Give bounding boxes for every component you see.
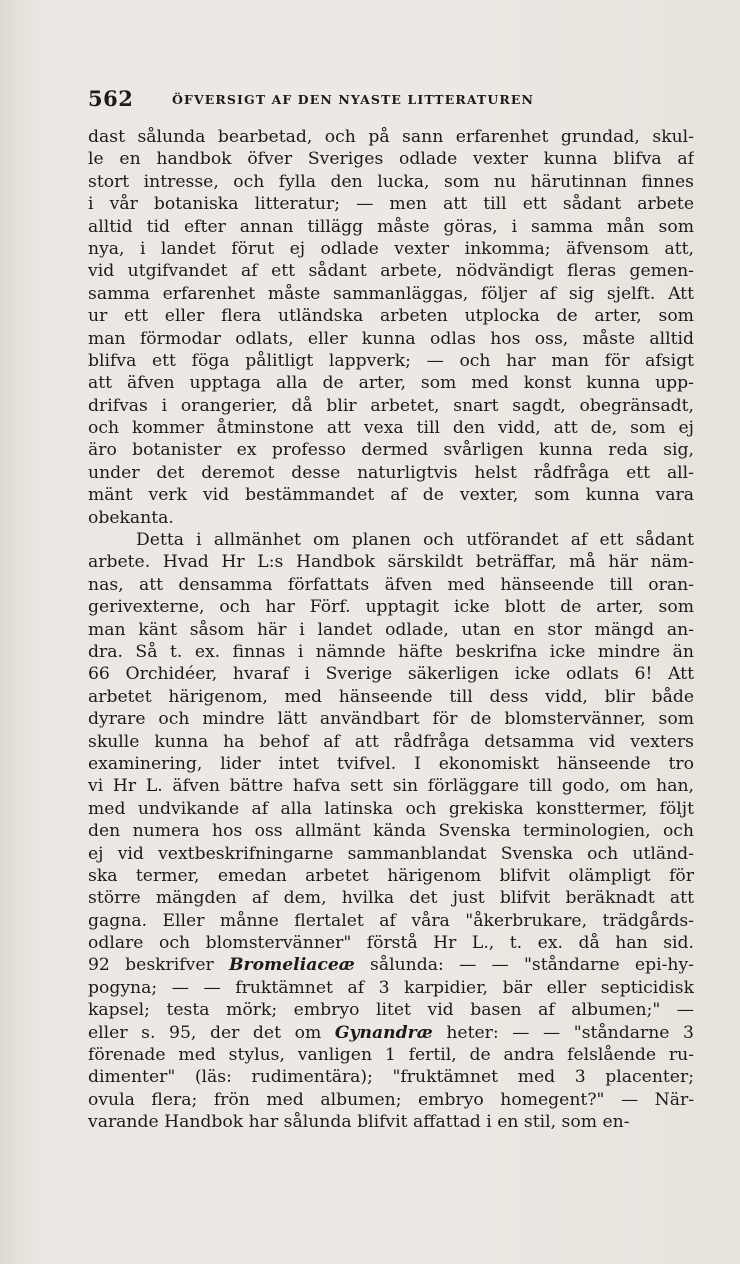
text-line: le en handbok öfver Sveriges odlade vexter kunna blifva af: [88, 149, 694, 170]
text-line: arbete. Hvad Hr L:s Handbok särskildt beträffar, må här näm-: [88, 552, 694, 573]
body-text: [88, 126, 694, 1134]
text-line: ur ett eller flera utländska arbeten utplocka de arter, som: [88, 306, 694, 327]
text-line: ska termer, emedan arbetet härigenom blifvit olämpligt för: [88, 865, 694, 886]
text-line: och kommer åtminstone att vexa till den vidd, att de, som ej: [88, 418, 694, 439]
text-line: varande Handbok har sålunda blifvit affattad i en stil, som en-: [88, 1112, 630, 1133]
text-line: blifva ett föga pålitligt lappverk; — och har man för afsigt: [88, 350, 694, 371]
text-line: samma erfarenhet måste sammanläggas, följer af sig sjelft. Att: [88, 283, 694, 304]
text-line: i vår botaniska litteratur; — men att till ett sådant arbete: [88, 194, 694, 215]
text-line: den numera hos oss allmänt kända Svenska terminologien, och: [88, 821, 694, 842]
text-line: arbetet härigenom, med hänseende till dess vidd, blir både: [88, 686, 694, 707]
text-line: vi Hr L. äfven bättre hafva sett sin förläggare till godo, om han,: [88, 776, 694, 797]
taxon-name: Gynandræ: [334, 1022, 433, 1043]
text-line: mänt verk vid bestämmandet af de vexter, som kunna vara: [88, 485, 694, 506]
text-line: nas, att densamma författats äfven med hänseende till oran-: [88, 574, 694, 595]
text-line: eller s. 95, der det om Gynandræ heter: — — "ståndarne 3: [88, 1022, 694, 1043]
text-line: förenade med stylus, vanligen 1 fertil, de andra felslående ru-: [88, 1045, 694, 1066]
text-line: Detta i allmänhet om planen och utförandet af ett sådant: [136, 530, 694, 551]
text-line: ovula flera; frön med albumen; embryo homegent?" — När-: [88, 1089, 694, 1110]
text-line: stort intresse, och fylla den lucka, som nu härutinnan finnes: [88, 171, 694, 192]
text-line: äro botanister ex professo dermed svårligen kunna reda sig,: [88, 440, 694, 461]
text-line: dimenter" (läs: rudimentära); "fruktämnet med 3 placenter;: [88, 1067, 694, 1088]
text-line: med undvikande af alla latinska och grekiska konsttermer, följt: [88, 798, 694, 819]
text-line: ej vid vextbeskrifningarne sammanblandat Svenska och utländ-: [88, 843, 694, 864]
text-line: under det deremot desse naturligtvis helst rådfråga ett all-: [88, 462, 694, 483]
running-title: ÖFVERSIGT AF DEN NYASTE LITTERATUREN: [172, 92, 534, 107]
text-line: dyrare och mindre lätt användbart för de blomstervänner, som: [88, 709, 694, 730]
page-number: 562: [88, 86, 134, 111]
text-line: dast sålunda bearbetad, och på sann erfarenhet grundad, skul-: [88, 127, 694, 147]
text-line: gerivexterne, och har Förf. upptagit icke blott de arter, som: [88, 597, 694, 618]
text-line: alltid tid efter annan tillägg måste göras, i samma mån som: [88, 216, 694, 237]
text-line: 92 beskrifver Bromeliaceæ sålunda: — — "ståndarne epi-hy-: [88, 955, 694, 976]
text-line: större mängden af dem, hvilka det just blifvit beräknadt att: [88, 888, 694, 909]
text-line: kapsel; testa mörk; embryo litet vid basen af albumen;" —: [88, 1000, 694, 1021]
text-line: obekanta.: [88, 507, 174, 528]
text-line: nya, i landet förut ej odlade vexter inkomma; äfvensom att,: [88, 238, 694, 259]
taxon-name: Bromeliaceæ: [229, 955, 355, 976]
text-line: pogyna; — — fruktämnet af 3 karpidier, bär eller septicidisk: [88, 977, 694, 998]
text-line: skulle kunna ha behof af att rådfråga detsamma vid vexters: [88, 731, 694, 752]
text-line: drifvas i orangerier, då blir arbetet, snart sagdt, obegränsadt,: [88, 395, 694, 416]
text-line: dra. Så t. ex. finnas i nämnde häfte beskrifna icke mindre än: [88, 641, 694, 662]
text-line: man känt såsom här i landet odlade, utan en stor mängd an-: [88, 619, 694, 640]
text-line: examinering, lider intet tvifvel. I ekonomiskt hänseende tro: [88, 753, 694, 774]
text-line: odlare och blomstervänner" förstå Hr L., t. ex. då han sid.: [88, 933, 694, 954]
text-line: 66 Orchidéer, hvaraf i Sverige säkerligen icke odlats 6! Att: [88, 664, 694, 685]
text-line: gagna. Eller månne flertalet af våra "åkerbrukare, trädgårds-: [88, 910, 694, 931]
text-line: att äfven upptaga alla de arter, som med konst kunna upp-: [88, 373, 694, 394]
page-header: [88, 86, 708, 114]
text-line: vid utgifvandet af ett sådant arbete, nödvändigt fleras gemen-: [88, 261, 694, 282]
text-line: man förmodar odlats, eller kunna odlas hos oss, måste alltid: [88, 328, 694, 349]
